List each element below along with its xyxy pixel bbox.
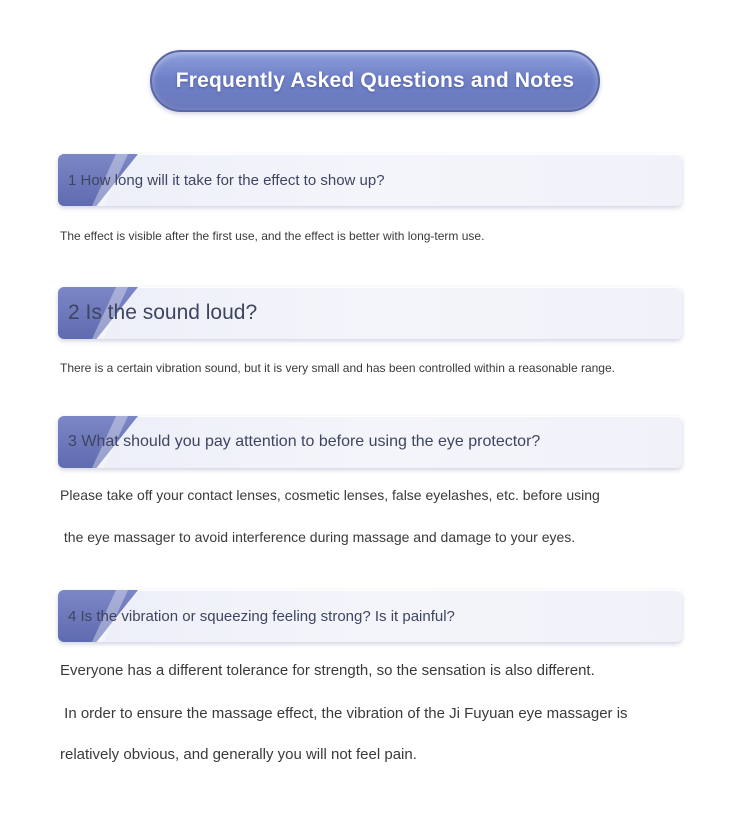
answer-3-line-2: the eye massager to avoid interference during massage and damage to your eyes. (60, 529, 576, 545)
answer-1-line-1: The effect is visible after the first use, and the effect is better with long-term use. (60, 229, 485, 243)
answer-2-line-1: There is a certain vibration sound, but it is very small and has been controlled within a reasonable range. (60, 361, 615, 375)
answer-3-line-1: Please take off your contact lenses, cosmetic lenses, false eyelashes, etc. before using (60, 487, 600, 503)
question-text-1: 1 How long will it take for the effect to show up? (68, 171, 385, 189)
answer-4-line-3: relatively obvious, and generally you will not feel pain. (60, 746, 417, 763)
page-title: Frequently Asked Questions and Notes (175, 69, 575, 92)
question-text-4: 4 Is the vibration or squeezing feeling strong? Is it painful? (68, 607, 455, 625)
question-banner-4 (58, 590, 682, 642)
question-banner-3 (58, 416, 682, 468)
question-banner-2 (58, 287, 682, 339)
faq-title-banner (150, 50, 600, 112)
answer-4-line-1: Everyone has a different tolerance for strength, so the sensation is also different. (60, 662, 595, 679)
question-text-3: 3 What should you pay attention to before using the eye protector? (68, 433, 541, 450)
answer-4-line-2: In order to ensure the massage effect, the vibration of the Ji Fuyuan eye massager is (60, 705, 628, 722)
question-banner-1 (58, 154, 682, 206)
question-text-2: 2 Is the sound loud? (68, 301, 258, 324)
